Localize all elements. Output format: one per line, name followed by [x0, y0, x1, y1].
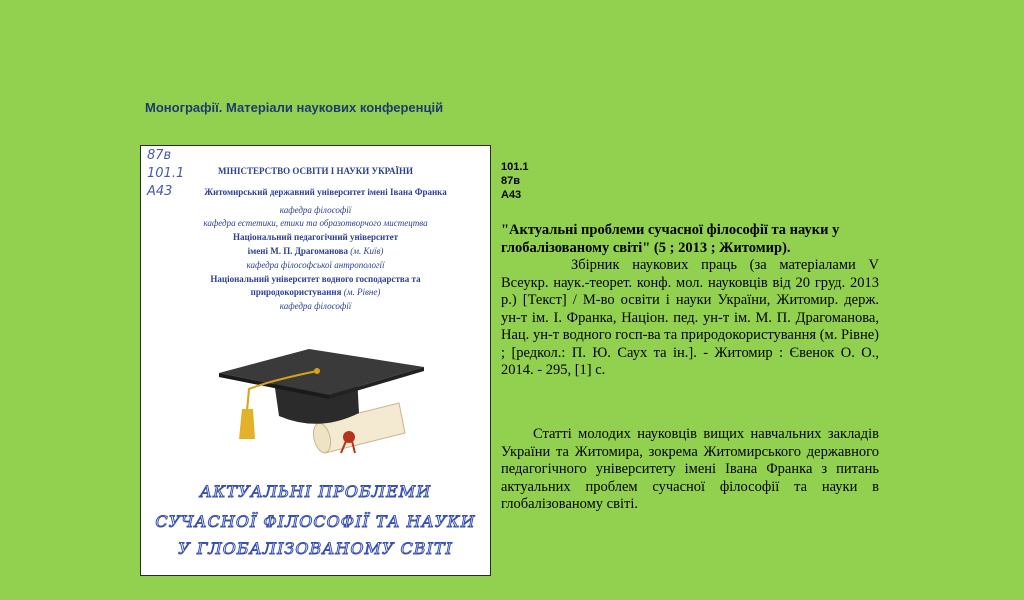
- cover-city: (м. Рівне): [343, 287, 381, 297]
- cover-university-line: [141, 246, 490, 256]
- classification-codes: [501, 160, 529, 202]
- author-code: А43: [501, 189, 522, 201]
- graduation-cap-icon: [209, 341, 429, 461]
- cover-title-line: АКТУАЛЬНІ ПРОБЛЕМИ: [199, 482, 432, 501]
- cover-university: Житомирський державний університет імені Івана Франка: [204, 187, 447, 197]
- cover-university-name: природокористування: [250, 287, 342, 297]
- book-cover-image: [140, 145, 491, 576]
- cover-ministry: МІНІСТЕРСТВО ОСВІТИ І НАУКИ УКРАЇНИ: [217, 166, 414, 176]
- record-title: "Актуальні проблеми сучасної філософії та науки у глобалізованому світі" (5 ; 2013 ; Житомир).: [501, 222, 840, 256]
- cover-university-line: [141, 287, 490, 297]
- cover-title-line: У ГЛОБАЛІЗОВАНОМУ СВІТІ: [178, 539, 453, 558]
- cover-university: Національний університет водного господарства та: [210, 274, 421, 284]
- record-annotation: [501, 426, 879, 514]
- udc-code: 101.1: [501, 161, 529, 173]
- cover-department: кафедра естетики, етики та образотворчого мистецтва: [203, 218, 428, 228]
- cover-department: кафедра філософії: [279, 205, 352, 215]
- cover-department: кафедра філософської антропології: [246, 260, 385, 270]
- record-description: [501, 222, 879, 380]
- cover-department: кафедра філософії: [279, 301, 352, 311]
- cover-university-name: імені М. П. Драгоманова: [247, 246, 348, 256]
- handwritten-code: А43: [147, 184, 173, 199]
- record-details: Збірник наукових праць (за матеріалами V Всеукр. наук.-теорет. конф. мол. науковців від 20 груд. 2013 р.) [Текст] / М-во освіти і науки України, Житомир. держ. ун-т ім. І. Франка, Націон. пед. ун-т ім. М. П. Драгоманова, Нац. ун-т водного госп-ва та природокористування (м. Рівне) ; [редкол.: П. Ю. Саух та ін.]. - Житомир : Євенок О. О., 2014. - 295, [1] с.: [501, 257, 879, 378]
- section-title: Монографії. Матеріали наукових конференцій: [145, 100, 444, 115]
- handwritten-code: 101.1: [147, 166, 185, 181]
- annotation-text: Статті молодих науковців вищих навчальних закладів України та Житомира, зокрема Житомирського державного педагогічного університету імені Івана Франка з питань актуальних проблем сучасної філософії та науки в глобалізованому світі.: [501, 426, 879, 512]
- cover-university: Національний педагогічний університет: [232, 232, 399, 242]
- handwritten-code: 87в: [147, 148, 172, 163]
- cover-title-line: СУЧАСНОЇ ФІЛОСОФІЇ ТА НАУКИ: [155, 512, 476, 531]
- bbk-code: 87в: [501, 175, 520, 187]
- cover-city: (м. Київ): [350, 246, 384, 256]
